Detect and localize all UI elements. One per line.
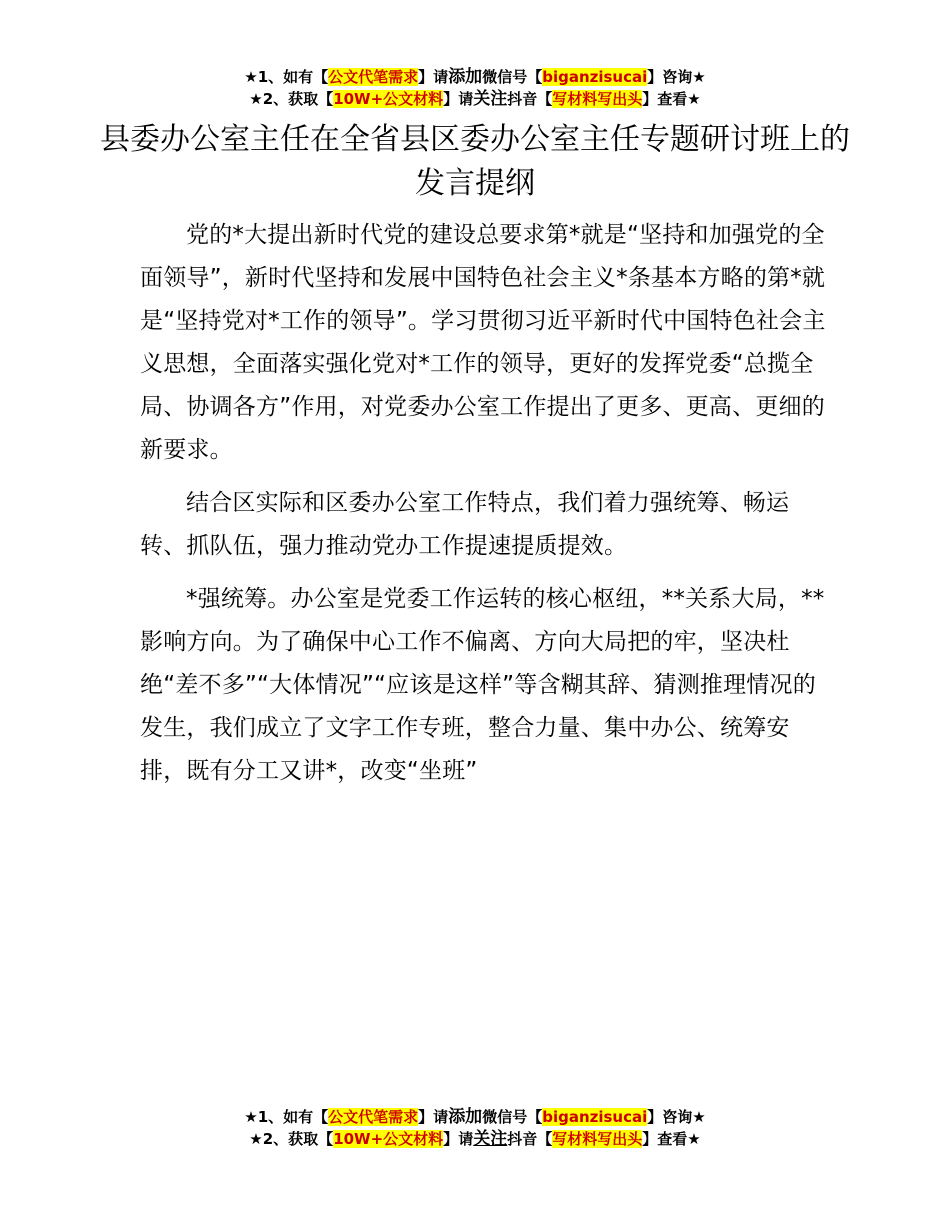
highlight-douyin: 写材料写出头 [552, 90, 643, 108]
header-notice [0, 66, 950, 110]
highlight-materials: 10W+公文材料 [333, 90, 444, 108]
highlight-wechat-id: biganzisucai [542, 68, 648, 86]
highlight-wechat-id: biganzisucai [542, 1108, 648, 1126]
highlight-douyin: 写材料写出头 [552, 1130, 643, 1148]
notice-line-1: ★1、如有【公文代笔需求】请添加微信号【biganzisucai】咨询★ [244, 1107, 706, 1127]
footer-notice [0, 1106, 950, 1150]
highlight-ghostwriting: 公文代笔需求 [328, 1108, 419, 1126]
paragraph: *强统筹。办公室是党委工作运转的核心枢纽，**关系大局，**影响方向。为了确保中心工作不偏离、方向大局把的牢，坚决杜绝“差不多”“大体情况”“应该是这样”等含糊其辞、猜测推理情况的发生，我们成立了文字工作专班，整合力量、集中办公、统筹安排，既有分工又讲*，改变“坐班” [140, 586, 825, 784]
document-body [140, 214, 832, 803]
paragraph: 党的*大提出新时代党的建设总要求第*就是“坚持和加强党的全面领导”，新时代坚持和发展中国特色社会主义*条基本方略的第*就是“坚持党对*工作的领导”。学习贯彻习近平新时代中国特色社会主义思想，全面落实强化党对*工作的领导，更好的发挥党委“总揽全局、协调各方”作用，对党委办公室工作提出了更多、更高、更细的新要求。 [140, 222, 826, 463]
notice-line-2: ★2、获取【10W+公文材料】请关注抖音【写材料写出头】查看★ [249, 89, 701, 109]
notice-line-2: ★2、获取【10W+公文材料】请关注抖音【写材料写出头】查看★ [249, 1129, 701, 1149]
notice-line-1: ★1、如有【公文代笔需求】请添加微信号【biganzisucai】咨询★ [244, 67, 706, 87]
highlight-ghostwriting: 公文代笔需求 [328, 68, 419, 86]
paragraph: 结合区实际和区委办公室工作特点，我们着力强统筹、畅运转、抓队伍，强力推动党办工作提速提质提效。 [140, 490, 790, 559]
document-title: 县委办公室主任在全省县区委办公室主任专题研讨班上的发言提纲 [100, 122, 850, 201]
highlight-materials: 10W+公文材料 [333, 1130, 444, 1148]
